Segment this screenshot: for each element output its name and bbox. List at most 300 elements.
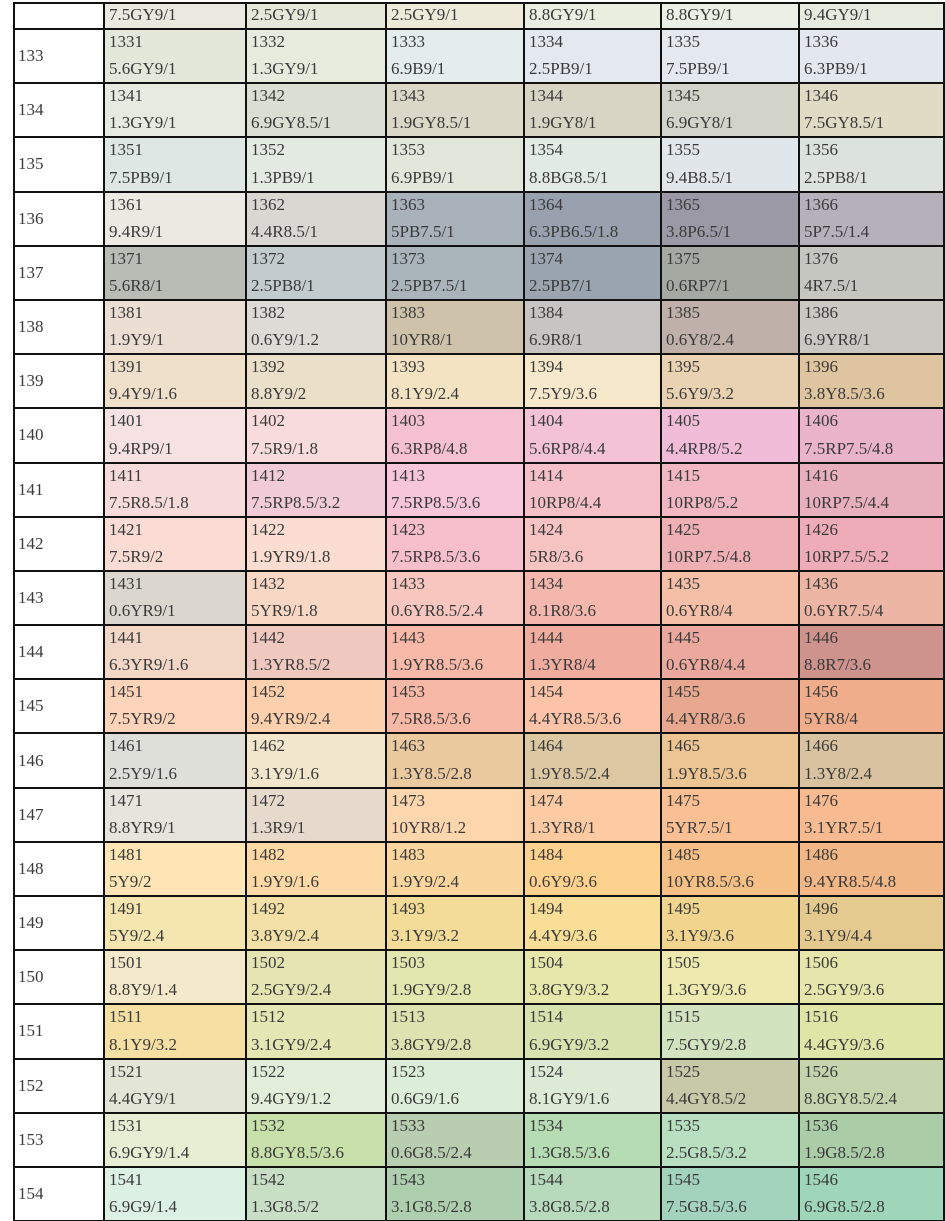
color-swatch-cell — [800, 951, 943, 1003]
swatch-number: 1502 — [251, 953, 285, 973]
color-swatch-cell — [525, 4, 660, 28]
color-swatch-cell — [247, 951, 385, 1003]
swatch-number: 1474 — [529, 790, 563, 810]
munsell-code: 6.9GY8.5/1 — [251, 113, 332, 133]
color-swatch-cell — [662, 789, 798, 841]
color-swatch-cell — [662, 951, 798, 1003]
munsell-code: 8.8BG8.5/1 — [529, 167, 609, 187]
munsell-code: 8.8GY8.5/3.6 — [251, 1142, 345, 1162]
color-swatch-cell — [247, 1114, 385, 1166]
munsell-code: 1.9G8.5/2.8 — [804, 1142, 885, 1162]
munsell-code: 0.6RP7/1 — [666, 275, 730, 295]
color-swatch-cell — [800, 84, 943, 136]
color-swatch-cell — [105, 138, 245, 190]
swatch-number: 1335 — [666, 32, 700, 51]
color-swatch-cell — [247, 138, 385, 190]
munsell-code: 3.1Y9/4.4 — [804, 926, 872, 946]
swatch-number: 1492 — [251, 899, 285, 918]
color-swatch-cell — [800, 1114, 943, 1166]
color-swatch-cell — [387, 4, 523, 28]
munsell-code: 5.6Y9/3.2 — [666, 384, 734, 404]
color-swatch-cell — [525, 355, 660, 407]
munsell-code: 1.9YR8.5/3.6 — [391, 655, 484, 675]
munsell-code: 2.5GY9/1 — [391, 5, 459, 24]
swatch-number: 1442 — [251, 628, 285, 648]
swatch-number: 1453 — [391, 682, 425, 702]
swatch-number: 1513 — [391, 1007, 425, 1027]
munsell-code: 8.1GY9/1.6 — [529, 1088, 610, 1108]
row-number-label: 145 — [15, 680, 103, 732]
munsell-code: 5.6R8/1 — [109, 275, 164, 295]
swatch-number: 1462 — [251, 736, 285, 756]
munsell-code: 10RP7.5/5.2 — [804, 546, 890, 566]
swatch-number: 1373 — [391, 248, 425, 268]
row-number-label: 138 — [15, 301, 103, 353]
munsell-code: 2.5PB8/1 — [804, 167, 868, 187]
munsell-code: 7.5PB9/1 — [109, 167, 173, 187]
row-number-label: 141 — [15, 464, 103, 516]
color-swatch-cell — [387, 247, 523, 299]
munsell-code: 0.6Y9/3.6 — [529, 872, 597, 891]
munsell-code: 2.5PB7.5/1 — [391, 275, 468, 295]
color-swatch-cell — [800, 680, 943, 732]
munsell-code: 8.8Y9/1.4 — [109, 980, 177, 1000]
munsell-code: 9.4RP9/1 — [109, 438, 173, 458]
munsell-code: 1.9Y9/1.6 — [251, 872, 319, 891]
color-swatch-cell — [662, 84, 798, 136]
swatch-number: 1475 — [666, 790, 700, 810]
swatch-number: 1503 — [391, 953, 425, 973]
munsell-code: 9.4YR9/2.4 — [251, 709, 331, 729]
swatch-number: 1356 — [804, 140, 838, 160]
color-swatch-cell — [387, 138, 523, 190]
color-swatch-cell — [525, 734, 660, 786]
color-swatch-cell — [525, 897, 660, 949]
color-swatch-cell — [105, 1060, 245, 1112]
munsell-code: 3.1GY9/2.4 — [251, 1034, 332, 1054]
color-swatch-cell — [105, 1168, 245, 1220]
munsell-code: 7.5PB9/1 — [666, 59, 730, 79]
row-number-label: 147 — [15, 789, 103, 841]
munsell-code: 7.5YR9/2 — [109, 709, 176, 729]
munsell-code: 1.9Y9/1 — [109, 330, 165, 350]
munsell-code: 3.1Y9/3.2 — [391, 926, 459, 946]
swatch-number: 1385 — [666, 302, 700, 322]
munsell-code: 6.3PB6.5/1.8 — [529, 221, 619, 241]
color-swatch-cell — [247, 1060, 385, 1112]
color-swatch-cell — [247, 409, 385, 461]
row-number-label: 151 — [15, 1005, 103, 1057]
color-swatch-cell — [387, 464, 523, 516]
swatch-number: 1396 — [804, 357, 838, 377]
swatch-number: 1544 — [529, 1169, 563, 1189]
munsell-code: 10RP8/5.2 — [666, 492, 739, 512]
swatch-number: 1446 — [804, 628, 838, 648]
munsell-code: 6.9PB9/1 — [391, 167, 455, 187]
color-swatch-cell — [525, 138, 660, 190]
munsell-code: 4.4Y9/3.6 — [529, 926, 597, 946]
munsell-code: 0.6YR9/1 — [109, 601, 176, 621]
color-swatch-cell — [525, 1005, 660, 1057]
munsell-code: 1.3YR8/4 — [529, 655, 596, 675]
swatch-number: 1543 — [391, 1169, 425, 1189]
color-swatch-cell — [525, 301, 660, 353]
color-swatch-cell — [387, 30, 523, 82]
swatch-number: 1481 — [109, 844, 143, 864]
munsell-code: 0.6Y9/1.2 — [251, 330, 319, 350]
color-swatch-cell — [247, 1005, 385, 1057]
munsell-code: 1.3G8.5/2 — [251, 1197, 319, 1217]
swatch-number: 1512 — [251, 1007, 285, 1027]
color-swatch-cell — [105, 4, 245, 28]
swatch-number: 1381 — [109, 302, 143, 322]
swatch-number: 1355 — [666, 140, 700, 160]
color-swatch-cell — [662, 4, 798, 28]
swatch-number: 1363 — [391, 194, 425, 214]
color-swatch-cell — [387, 789, 523, 841]
swatch-number: 1496 — [804, 899, 838, 918]
color-swatch-cell — [525, 518, 660, 570]
swatch-number: 1532 — [251, 1115, 285, 1135]
munsell-code: 7.5R8.5/3.6 — [391, 709, 471, 729]
color-swatch-cell — [800, 138, 943, 190]
swatch-number: 1534 — [529, 1115, 563, 1135]
color-swatch-cell — [662, 734, 798, 786]
munsell-code: 3.8G8.5/2.8 — [529, 1197, 610, 1217]
color-swatch-cell — [105, 897, 245, 949]
color-swatch-cell — [105, 951, 245, 1003]
swatch-number: 1336 — [804, 32, 838, 51]
munsell-code: 3.1YR7.5/1 — [804, 817, 884, 837]
swatch-number: 1495 — [666, 899, 700, 918]
munsell-code: 6.9G8.5/2.8 — [804, 1197, 885, 1217]
color-swatch-cell — [387, 193, 523, 245]
color-swatch-cell — [800, 409, 943, 461]
color-swatch-cell — [525, 789, 660, 841]
color-swatch-cell — [105, 518, 245, 570]
munsell-code: 3.8GY9/3.2 — [529, 980, 610, 1000]
color-swatch-cell — [387, 1005, 523, 1057]
color-swatch-cell — [525, 843, 660, 895]
color-swatch-cell — [800, 626, 943, 678]
color-swatch-cell — [525, 1060, 660, 1112]
munsell-code: 4.4YR8.5/3.6 — [529, 709, 622, 729]
color-swatch-cell — [387, 409, 523, 461]
munsell-code: 1.3R9/1 — [251, 817, 306, 837]
color-swatch-cell — [105, 680, 245, 732]
munsell-code: 6.3YR9/1.6 — [109, 655, 189, 675]
color-swatch-cell — [662, 897, 798, 949]
color-swatch-cell — [387, 897, 523, 949]
row-number-label: 134 — [15, 84, 103, 136]
row-number-label: 149 — [15, 897, 103, 949]
color-swatch-cell — [247, 193, 385, 245]
swatch-number: 1493 — [391, 899, 425, 918]
swatch-number: 1472 — [251, 790, 285, 810]
swatch-number: 1422 — [251, 519, 285, 539]
munsell-code: 5R8/3.6 — [529, 546, 584, 566]
munsell-code: 1.9Y8.5/3.6 — [666, 763, 747, 783]
color-swatch-cell — [105, 1005, 245, 1057]
swatch-number: 1476 — [804, 790, 838, 810]
color-swatch-cell — [662, 409, 798, 461]
swatch-number: 1416 — [804, 465, 838, 485]
munsell-code: 1.3YR8.5/2 — [251, 655, 331, 675]
munsell-code: 6.9GY9/1.4 — [109, 1142, 190, 1162]
color-swatch-cell — [800, 572, 943, 624]
row-number-label: 154 — [15, 1168, 103, 1220]
swatch-number: 1344 — [529, 86, 563, 106]
munsell-code: 0.6YR7.5/4 — [804, 601, 884, 621]
color-swatch-cell — [247, 247, 385, 299]
munsell-code: 3.8Y8.5/3.6 — [804, 384, 885, 404]
color-swatch-cell — [247, 626, 385, 678]
swatch-number: 1494 — [529, 899, 563, 918]
color-swatch-cell — [105, 409, 245, 461]
munsell-code: 6.9GY9/3.2 — [529, 1034, 610, 1054]
swatch-number: 1384 — [529, 302, 563, 322]
munsell-code: 0.6G8.5/2.4 — [391, 1142, 472, 1162]
munsell-code: 2.5GY9/2.4 — [251, 980, 332, 1000]
swatch-number: 1414 — [529, 465, 563, 485]
swatch-number: 1535 — [666, 1115, 700, 1135]
munsell-code: 3.1G8.5/2.8 — [391, 1197, 472, 1217]
color-swatch-cell — [105, 843, 245, 895]
swatch-number: 1491 — [109, 899, 143, 918]
munsell-code: 7.5GY8.5/1 — [804, 113, 885, 133]
swatch-number: 1346 — [804, 86, 838, 106]
color-swatch-cell — [247, 789, 385, 841]
swatch-number: 1434 — [529, 573, 563, 593]
munsell-code: 4.4R8.5/1 — [251, 221, 319, 241]
munsell-code: 5P7.5/1.4 — [804, 221, 870, 241]
swatch-number: 1393 — [391, 357, 425, 377]
color-swatch-cell — [105, 355, 245, 407]
row-number-label: 137 — [15, 247, 103, 299]
munsell-code: 8.1R8/3.6 — [529, 601, 597, 621]
color-swatch-cell — [525, 247, 660, 299]
munsell-code: 1.9GY8.5/1 — [391, 113, 472, 133]
color-swatch-cell — [662, 572, 798, 624]
color-swatch-cell — [525, 409, 660, 461]
color-swatch-cell — [105, 789, 245, 841]
color-swatch-cell — [800, 464, 943, 516]
swatch-number: 1405 — [666, 411, 700, 431]
swatch-number: 1361 — [109, 194, 143, 214]
color-swatch-cell — [800, 734, 943, 786]
munsell-code: 7.5R9/2 — [109, 546, 164, 566]
swatch-number: 1411 — [109, 465, 143, 485]
color-swatch-cell — [662, 518, 798, 570]
munsell-code: 9.4B8.5/1 — [666, 167, 734, 187]
munsell-code: 8.8R7/3.6 — [804, 655, 872, 675]
munsell-code: 1.9GY8/1 — [529, 113, 597, 133]
swatch-number: 1505 — [666, 953, 700, 973]
row-number-label: 146 — [15, 734, 103, 786]
swatch-number: 1483 — [391, 844, 425, 864]
munsell-code: 8.1Y9/2.4 — [391, 384, 459, 404]
munsell-code: 4R7.5/1 — [804, 275, 859, 295]
munsell-code: 2.5PB9/1 — [529, 59, 593, 79]
munsell-code: 9.4Y9/1.6 — [109, 384, 177, 404]
munsell-code: 6.9B9/1 — [391, 59, 446, 79]
swatch-number: 1382 — [251, 302, 285, 322]
munsell-code: 1.9GY9/2.8 — [391, 980, 472, 1000]
color-swatch-cell — [247, 30, 385, 82]
swatch-number: 1392 — [251, 357, 285, 377]
color-swatch-cell — [387, 951, 523, 1003]
color-swatch-cell — [800, 4, 943, 28]
swatch-number: 1542 — [251, 1169, 285, 1189]
munsell-code: 0.6YR8/4.4 — [666, 655, 746, 675]
swatch-number: 1415 — [666, 465, 700, 485]
color-swatch-cell — [247, 680, 385, 732]
swatch-number: 1352 — [251, 140, 285, 160]
swatch-number: 1425 — [666, 519, 700, 539]
row-number-label: 148 — [15, 843, 103, 895]
color-swatch-cell — [662, 1060, 798, 1112]
swatch-number: 1366 — [804, 194, 838, 214]
munsell-code: 1.9Y8.5/2.4 — [529, 763, 610, 783]
swatch-number: 1536 — [804, 1115, 838, 1135]
munsell-code: 6.9R8/1 — [529, 330, 584, 350]
munsell-code: 5YR7.5/1 — [666, 817, 733, 837]
munsell-code: 2.5GY9/3.6 — [804, 980, 885, 1000]
munsell-code: 6.3PB9/1 — [804, 59, 868, 79]
munsell-code: 1.3GY9/3.6 — [666, 980, 747, 1000]
munsell-code: 7.5R8.5/1.8 — [109, 492, 189, 512]
color-swatch-cell — [525, 30, 660, 82]
row-number-label: 133 — [15, 30, 103, 82]
color-swatch-cell — [387, 1168, 523, 1220]
munsell-code: 1.9Y9/2.4 — [391, 872, 459, 891]
swatch-number: 1433 — [391, 573, 425, 593]
color-swatch-cell — [247, 301, 385, 353]
color-swatch-cell — [800, 518, 943, 570]
swatch-number: 1386 — [804, 302, 838, 322]
munsell-code: 10RP7.5/4.8 — [666, 546, 752, 566]
swatch-number: 1351 — [109, 140, 143, 160]
swatch-number: 1524 — [529, 1061, 563, 1081]
swatch-number: 1365 — [666, 194, 700, 214]
munsell-code: 4.4YR8/3.6 — [666, 709, 746, 729]
row-number-label: 153 — [15, 1114, 103, 1166]
swatch-number: 1431 — [109, 573, 143, 593]
munsell-code: 2.5G8.5/3.2 — [666, 1142, 747, 1162]
color-swatch-cell — [525, 1114, 660, 1166]
swatch-number: 1342 — [251, 86, 285, 106]
color-swatch-cell — [387, 518, 523, 570]
color-swatch-cell — [662, 355, 798, 407]
color-swatch-cell — [247, 897, 385, 949]
swatch-number: 1343 — [391, 86, 425, 106]
munsell-code: 5YR8/4 — [804, 709, 858, 729]
color-swatch-cell — [387, 572, 523, 624]
munsell-code: 9.4YR8.5/4.8 — [804, 872, 897, 891]
swatch-number: 1511 — [109, 1007, 143, 1027]
row-number-label: 139 — [15, 355, 103, 407]
swatch-number: 1372 — [251, 248, 285, 268]
swatch-number: 1463 — [391, 736, 425, 756]
swatch-number: 1451 — [109, 682, 143, 702]
munsell-code: 8.8Y9/2 — [251, 384, 307, 404]
munsell-code: 4.4GY9/3.6 — [804, 1034, 885, 1054]
row-number-label: 135 — [15, 138, 103, 190]
swatch-number: 1443 — [391, 628, 425, 648]
color-swatch-cell — [105, 30, 245, 82]
color-swatch-cell — [105, 84, 245, 136]
color-swatch-cell — [662, 680, 798, 732]
swatch-number: 1506 — [804, 953, 838, 973]
row-number-label: 150 — [15, 951, 103, 1003]
color-swatch-cell — [662, 464, 798, 516]
swatch-number: 1541 — [109, 1169, 143, 1189]
swatch-number: 1445 — [666, 628, 700, 648]
color-swatch-cell — [247, 84, 385, 136]
color-swatch-cell — [662, 1005, 798, 1057]
swatch-number: 1341 — [109, 86, 143, 106]
swatch-number: 1516 — [804, 1007, 838, 1027]
color-swatch-cell — [525, 84, 660, 136]
color-swatch-cell — [247, 464, 385, 516]
swatch-number: 1501 — [109, 953, 143, 973]
color-swatch-cell — [525, 951, 660, 1003]
swatch-number: 1523 — [391, 1061, 425, 1081]
munsell-code: 3.8P6.5/1 — [666, 221, 732, 241]
swatch-number: 1485 — [666, 844, 700, 864]
swatch-number: 1466 — [804, 736, 838, 756]
color-swatch-cell — [387, 1060, 523, 1112]
color-swatch-cell — [105, 301, 245, 353]
munsell-code: 4.4GY8.5/2 — [666, 1088, 747, 1108]
swatch-number: 1424 — [529, 519, 563, 539]
swatch-number: 1546 — [804, 1169, 838, 1189]
color-swatch-cell — [800, 789, 943, 841]
color-swatch-cell — [247, 355, 385, 407]
munsell-code: 5Y9/2.4 — [109, 926, 165, 946]
swatch-number: 1362 — [251, 194, 285, 214]
swatch-number: 1402 — [251, 411, 285, 431]
color-swatch-cell — [800, 355, 943, 407]
swatch-number: 1413 — [391, 465, 425, 485]
swatch-number: 1456 — [804, 682, 838, 702]
munsell-code: 7.5RP8.5/3.6 — [391, 492, 481, 512]
munsell-code: 4.4GY9/1 — [109, 1088, 177, 1108]
swatch-number: 1394 — [529, 357, 563, 377]
munsell-code: 7.5GY9/2.8 — [666, 1034, 747, 1054]
swatch-number: 1461 — [109, 736, 143, 756]
swatch-number: 1375 — [666, 248, 700, 268]
swatch-number: 1334 — [529, 32, 563, 51]
munsell-code: 6.9GY8/1 — [666, 113, 734, 133]
color-swatch-cell — [387, 734, 523, 786]
swatch-number: 1403 — [391, 411, 425, 431]
color-swatch-cell — [800, 1005, 943, 1057]
swatch-number: 1345 — [666, 86, 700, 106]
munsell-code: 8.8GY9/1 — [666, 5, 734, 24]
swatch-number: 1383 — [391, 302, 425, 322]
swatch-number: 1464 — [529, 736, 563, 756]
swatch-number: 1354 — [529, 140, 563, 160]
swatch-number: 1391 — [109, 357, 143, 377]
color-swatch-cell — [800, 30, 943, 82]
swatch-number: 1412 — [251, 465, 285, 485]
munsell-code: 8.8YR9/1 — [109, 817, 176, 837]
swatch-number: 1455 — [666, 682, 700, 702]
swatch-number: 1436 — [804, 573, 838, 593]
swatch-number: 1521 — [109, 1061, 143, 1081]
color-swatch-cell — [105, 1114, 245, 1166]
